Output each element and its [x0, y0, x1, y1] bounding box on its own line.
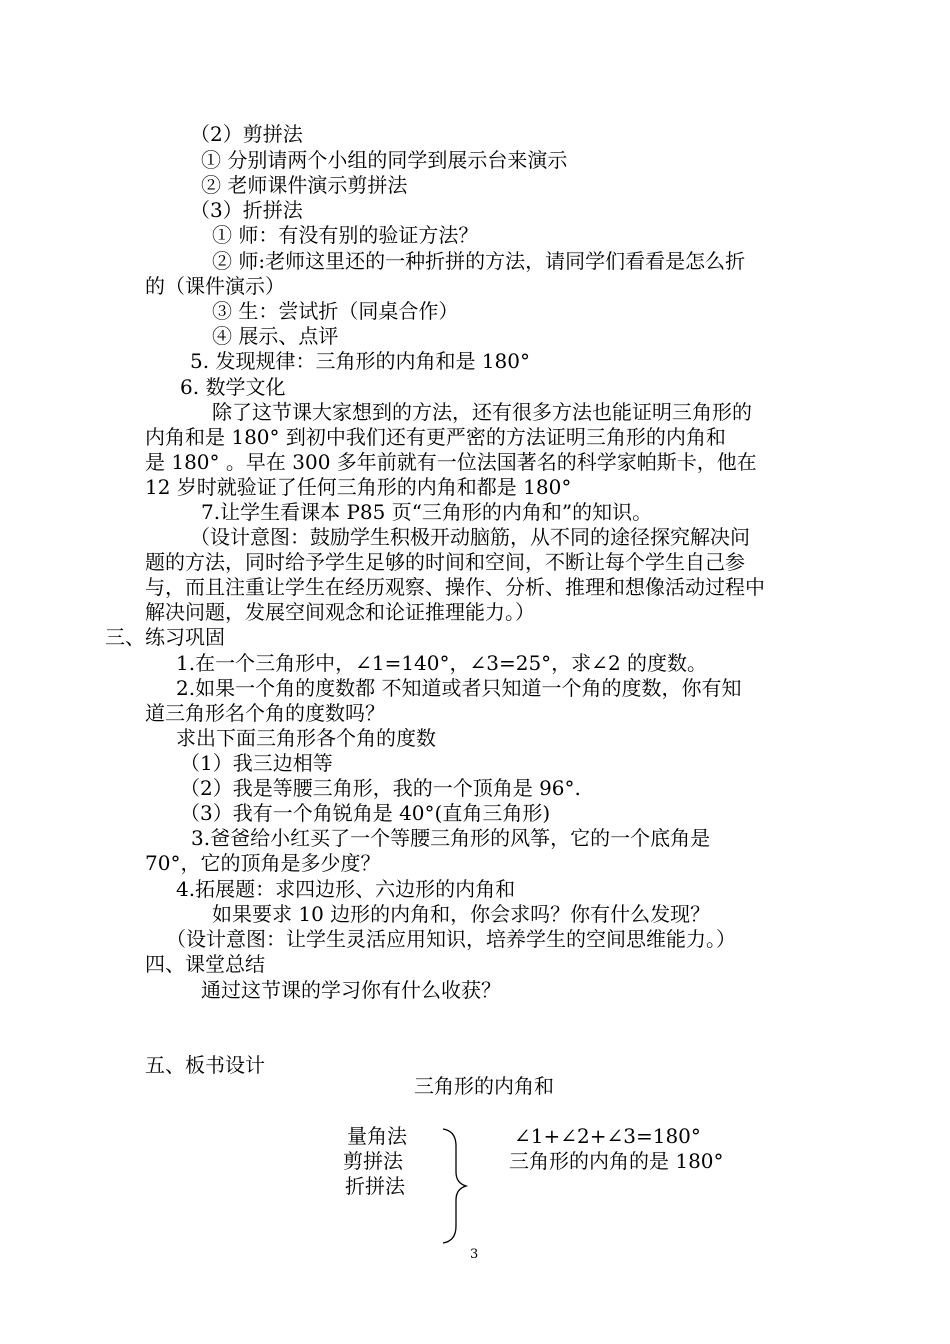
section-heading: 五、板书设计	[145, 1053, 265, 1077]
text-line: 与，而且注重让学生在经历观察、操作、分析、推理和想像活动过程中	[145, 575, 765, 599]
text-line: （设计意图：让学生灵活应用知识，培养学生的空间思维能力。）	[166, 927, 736, 951]
text-line: （2）我是等腰三角形，我的一个顶角是 96°.	[180, 776, 581, 800]
text-line: （2）剪拼法	[190, 122, 303, 146]
text-line: 如果要求 10 边形的内角和，你会求吗？你有什么发现？	[212, 902, 711, 926]
text-line: 7.让学生看课本 P85 页“三角形的内角和”的知识。	[201, 500, 653, 524]
text-line: 是 180° 。早在 300 多年前就有一位法国著名的科学家帕斯卡，他在	[145, 450, 757, 474]
text-line: ③ 生：尝试折（同桌合作）	[212, 299, 459, 323]
text-line: 题的方法，同时给予学生足够的时间和空间，不断让每个学生自己参	[145, 550, 745, 574]
text-line: 的（课件演示）	[145, 274, 285, 298]
text-line: 3.爸爸给小红买了一个等腰三角形的风筝，它的一个底角是	[191, 826, 711, 850]
board-method: 剪拼法	[343, 1149, 403, 1173]
page-number: 3	[470, 1247, 479, 1262]
text-line: 内角和是 180° 到初中我们还有更严密的方法证明三角形的内角和	[145, 425, 726, 449]
text-line: 1.在一个三角形中，∠1=140°，∠3=25°，求∠2 的度数。	[176, 651, 708, 675]
text-line: 5. 发现规律：三角形的内角和是 180°	[190, 349, 530, 373]
board-conclusion: 三角形的内角的是 180°	[509, 1149, 724, 1173]
text-line: （3）我有一个角锐角是 40°(直角三角形)	[180, 801, 551, 825]
text-line: ① 分别请两个小组的同学到展示台来演示	[201, 148, 568, 172]
section-heading: 四、课堂总结	[145, 952, 265, 976]
text-line: 4.拓展题：求四边形、六边形的内角和	[176, 877, 516, 901]
text-line: （设计意图：鼓励学生积极开动脑筋，从不同的途径探究解决问	[190, 525, 750, 549]
text-line: ② 老师课件演示剪拼法	[201, 173, 408, 197]
text-line: 道三角形名个角的度数吗？	[145, 701, 385, 725]
section-heading: 6. 数学文化	[180, 375, 286, 399]
text-line: ① 师：有没有别的验证方法？	[212, 223, 479, 247]
board-title: 三角形的内角和	[414, 1074, 554, 1098]
curly-brace-icon	[440, 1126, 470, 1246]
text-line: 12 岁时就验证了任何三角形的内角和都是 180°	[145, 475, 572, 499]
text-line: ④ 展示、点评	[212, 324, 339, 348]
text-line: 通过这节课的学习你有什么收获？	[201, 978, 501, 1002]
text-line: ② 师:老师这里还的一种折拼的方法，请同学们看看是怎么折	[212, 249, 746, 273]
text-line: 解决问题，发展空间观念和论证推理能力。）	[145, 600, 535, 624]
text-line: 除了这节课大家想到的方法，还有很多方法也能证明三角形的	[212, 400, 752, 424]
text-line: 70°，它的顶角是多少度？	[145, 851, 381, 875]
text-line: 求出下面三角形各个角的度数	[176, 726, 436, 750]
text-line: 2.如果一个角的度数都 不知道或者只知道一个角的度数，你有知	[176, 676, 742, 700]
board-formula: ∠1+∠2+∠3=180°	[514, 1124, 701, 1148]
board-method: 量角法	[347, 1124, 407, 1148]
board-method: 折拼法	[345, 1174, 405, 1198]
text-line: （3）折拼法	[190, 198, 303, 222]
text-line: （1）我三边相等	[180, 751, 333, 775]
section-heading: 三、练习巩固	[105, 625, 225, 649]
